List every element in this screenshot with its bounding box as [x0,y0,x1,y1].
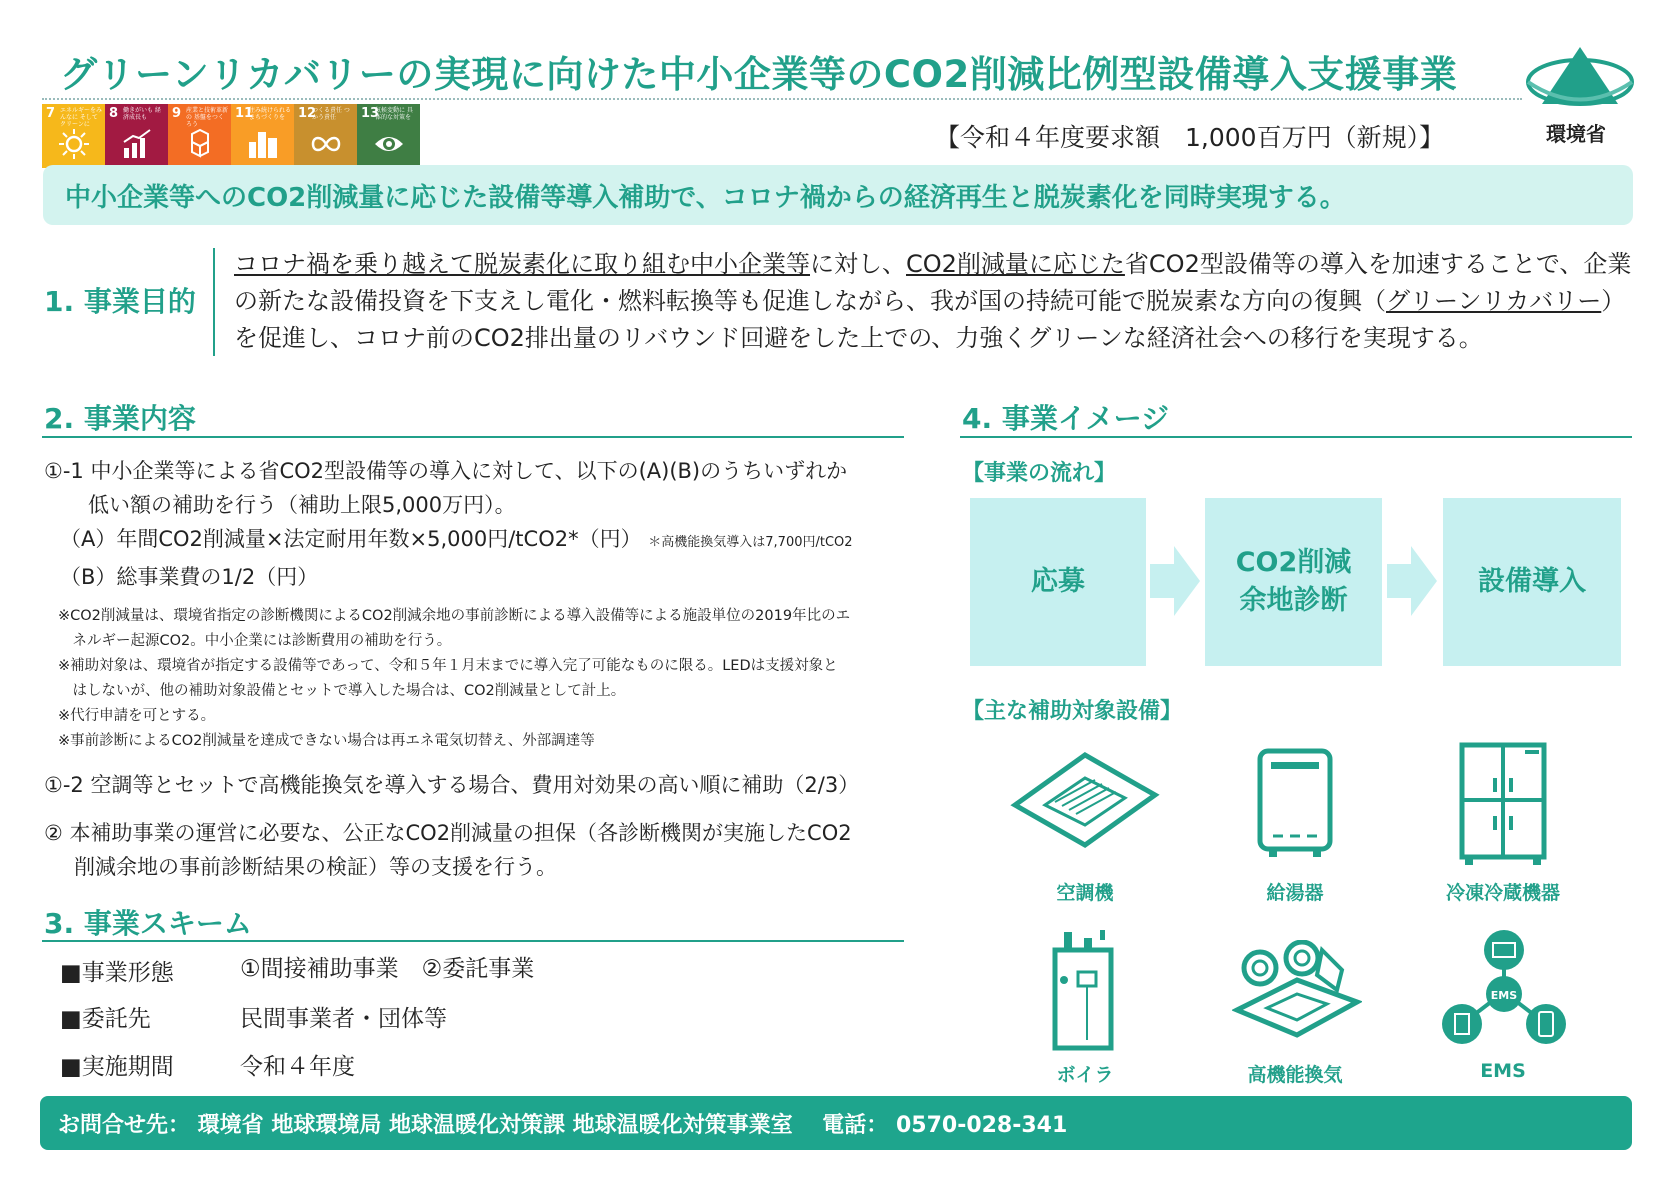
refrigerator-icon [1457,740,1549,868]
purpose-underline-1: コロナ禍を乗り越えて脱炭素化に取り組む中小企業等 [234,250,810,278]
summary-banner [43,165,1633,225]
sdg-badge-9 [168,104,231,168]
sdg-number: 8 [109,106,119,121]
page-title: グリーンリカバリーの実現に向けた中小企業等のCO2削減比例型設備導入支援事業 [60,53,1458,96]
section1-title: 1. 事業目的 [44,285,196,318]
item1-a-note: ＊高機能換気導入は7,700円/tCO2 [648,535,853,550]
note-line: ※CO2削減量は、環境省指定の診断機関によるCO2削減余地の事前診断による導入設備等による施設単位の2019年比のエ [58,608,851,624]
flow-arrow-icon [1387,546,1437,616]
air-conditioner-icon [1005,750,1165,850]
sdg-number: 12 [298,106,317,121]
section2-content [44,454,904,884]
equipment-label-air-conditioner: 空調機 [1056,882,1114,904]
purpose-underline-3: グリーンリカバリー [1386,287,1602,315]
sdg-number: 13 [361,106,380,121]
equipment-label-refrigerator: 冷凍冷蔵機器 [1445,882,1560,904]
cubes-icon [184,128,216,160]
equipment-label-ventilation: 高機能換気 [1247,1064,1343,1086]
note-line: はしないが、他の補助対象設備とセットで導入した場合は、CO2削減量として計上。 [58,683,626,699]
purpose-text-1: に対し、 [810,250,906,278]
item2: ①-2 空調等とセットで高機能換気を導入する場合、費用対効果の高い順に補助（2/3） [44,773,860,797]
sdg-label: 気候変動に 具体的な対策を [375,107,413,121]
item1-line2: 低い額の補助を行う（補助上限5,000万円）。 [88,493,516,517]
ministry-logo-label: 環境省 [1546,122,1606,146]
ems-icon [1440,930,1570,1050]
sdg-label: 産業と技術革新の 基盤をつくろう [186,107,229,128]
ventilation-icon [1232,940,1362,1040]
note-line: ※補助対象は、環境省が指定する設備等であって、令和５年１月末までに導入完了可能なものに限る。LEDは支援対象と [58,658,838,674]
sdg-number: 9 [172,106,182,121]
flow-step-installation: 設備導入 [1443,498,1621,666]
purpose-underline-2: CO2削減量に応じた [906,250,1125,278]
city-icon [247,128,279,160]
sdg-label: 住み続けられる まちづくりを [249,107,292,121]
sdg-badge-7 [42,104,105,168]
section1-divider [213,248,215,356]
sdg-badges [42,104,420,168]
sdg-label: エネルギーをみんなに そしてクリーンに [60,107,103,128]
title-divider [42,98,1522,100]
equipment-heading: 【主な補助対象設備】 [962,699,1183,724]
equipment-label-water-heater: 給湯器 [1266,882,1324,904]
scheme-label-contractor: ■委託先 [60,1006,151,1032]
scheme-value-period: 令和４年度 [240,1054,355,1080]
item1-b: （B）総事業費の1/2（円） [60,565,319,589]
section4-title: 4. 事業イメージ [962,402,1170,435]
note-line: ネルギー起源CO2。中小企業には診断費用の補助を行う。 [58,633,452,649]
contact-footer-text: お問合せ先： 環境省 地球環境局 地球温暖化対策課 地球温暖化対策事業室 電話： 0570-028-341 [58,1113,1068,1138]
growth-chart-icon [121,128,153,160]
section1-text [234,246,1634,357]
sdg-badge-12 [294,104,357,168]
scheme-value-form: ①間接補助事業 ②委託事業 [240,956,535,982]
sdg-label: 働きがいも 経済成長も [123,107,161,121]
equipment-label-boiler: ボイラ [1056,1064,1114,1086]
sdg-number: 7 [46,106,56,121]
scheme-label-form: ■事業形態 [60,960,174,986]
sdg-number: 11 [235,106,254,121]
section3-title: 3. 事業スキーム [44,907,252,940]
sdg-badge-11 [231,104,294,168]
item1-a-line [44,522,904,560]
contact-footer [40,1096,1632,1150]
section2-rule [42,436,904,438]
sdg-label: つくる責任 つかう責任 [312,107,350,121]
section2-title: 2. 事業内容 [44,402,196,435]
eye-globe-icon [373,128,405,160]
flow-step-diagnosis: CO2削減 余地診断 [1205,498,1382,666]
scheme-label-period: ■実施期間 [60,1054,174,1080]
flow-heading: 【事業の流れ】 [962,461,1117,486]
section3-rule [42,940,904,942]
item3-line2: 削減余地の事前診断結果の検証）等の支援を行う。 [74,855,557,879]
ems-badge-text: EMS [1490,989,1518,1002]
equipment-label-ems: EMS [1480,1060,1526,1082]
boiler-icon [1050,930,1120,1052]
item1-a: （A）年間CO2削減量×法定耐用年数×5,000円/tCO2*（円） [60,527,642,551]
summary-banner-text: 中小企業等へのCO2削減量に応じた設備等導入補助で、コロナ禍からの経済再生と脱炭素化を同時実現する。 [65,183,1346,213]
flow-arrow-icon [1150,546,1200,616]
sun-icon [58,128,90,160]
section4-rule [960,436,1632,438]
sdg-badge-13 [357,104,420,168]
sdg-badge-8 [105,104,168,168]
budget-amount: 【令和４年度要求額 1,000百万円（新規）】 [935,123,1445,152]
item1-line1: ①-1 中小企業等による省CO2型設備等の導入に対して、以下の(A)(B)のうちいずれか [44,459,848,483]
purpose-text-3: ）を促進し、コロナ前のCO2排出量のリバウンド回避をした上での、力強くグリーンな経済社会への移行を実現する。 [234,287,1626,352]
flow-step-apply: 応募 [970,498,1146,666]
infinity-icon [310,128,342,160]
note-line: ※事前診断によるCO2削減量を達成できない場合は再エネ電気切替え、外部調達等 [58,733,595,749]
purpose-text-2: 省CO2型設備等の導入を加速することで、企業の新たな設備投資を下支えし電化・燃料転換等も促進しながら、我が国の持続可能で脱炭素な方向の復興（ [234,250,1632,315]
scheme-value-contractor: 民間事業者・団体等 [240,1006,447,1032]
item3-line1: ② 本補助事業の運営に必要な、公正なCO2削減量の担保（各診断機関が実施したCO2 [44,821,852,845]
note-line: ※代行申請を可とする。 [58,708,216,724]
water-heater-icon [1255,748,1335,860]
